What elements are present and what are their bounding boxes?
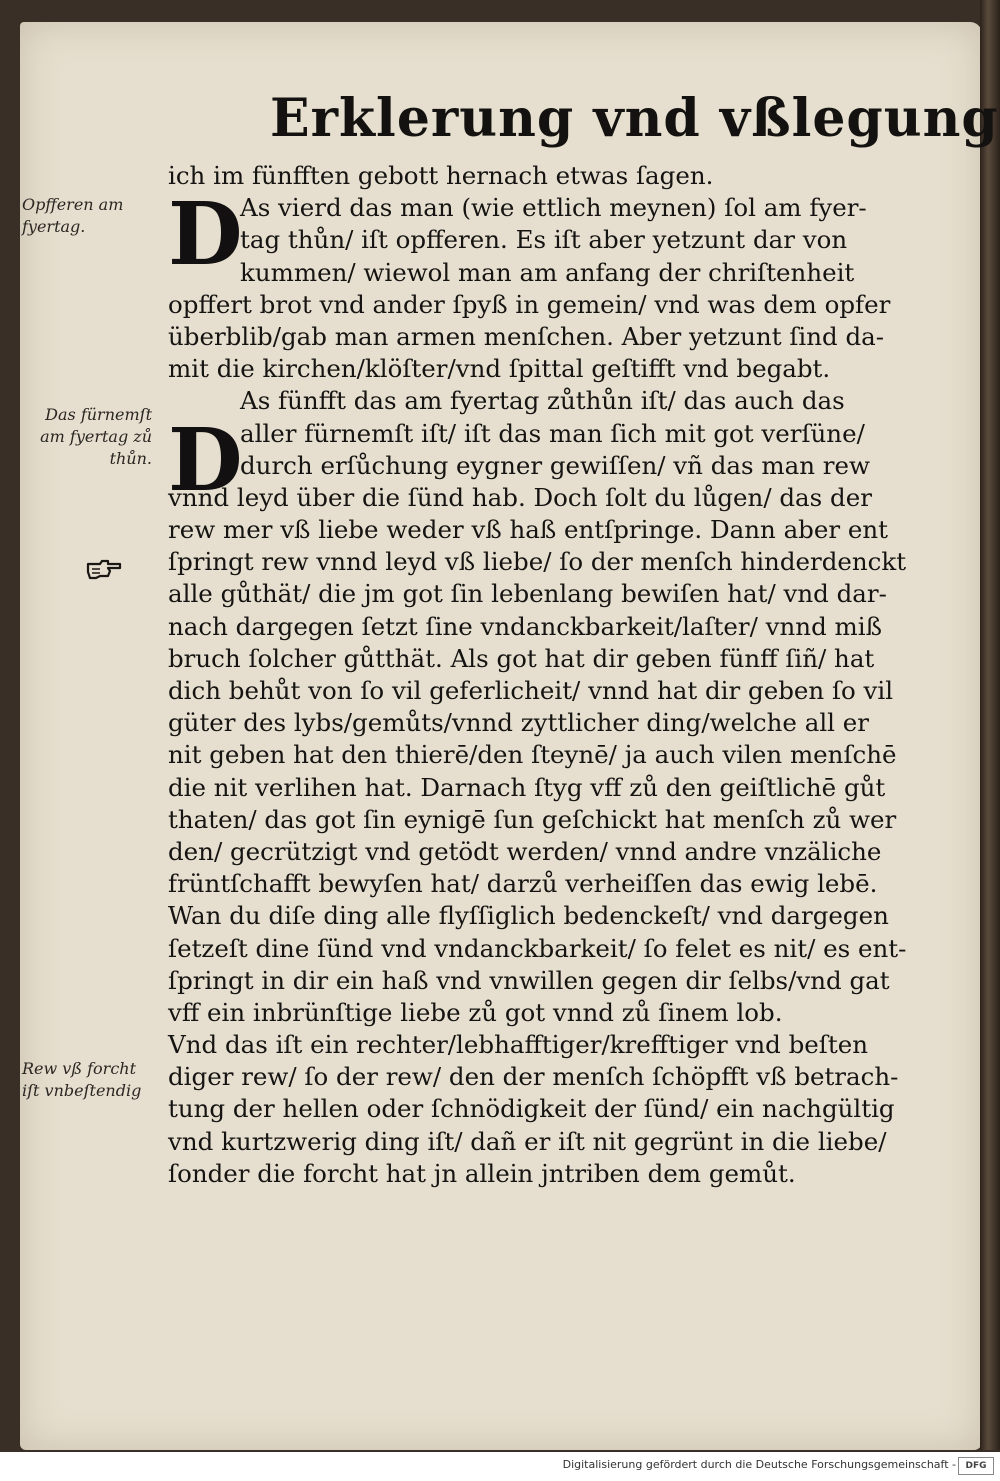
- margin-note-line: Rew vß forcht: [22, 1059, 137, 1078]
- text-line: nach dargegen ſetzt ſine vndanckbarkeit/laſter/ vnnd miß: [168, 611, 882, 641]
- text-line: thaten/ das got ſin eynigē ſun geſchickt hat menſch zů wer: [168, 804, 897, 834]
- text-line: Vnd das iſt ein rechter/lebhafftiger/krefftiger vnd beſten: [168, 1030, 868, 1060]
- margin-note-line: am fyertag zů: [40, 427, 152, 446]
- text-line: Wan du diſe ding alle flyſſiglich bedenckeſt/ vnd dargegen: [168, 901, 889, 931]
- running-header: Erklerung vnd vßlegung: [270, 88, 999, 149]
- margin-note-line: iſt vnbeſtendig: [22, 1081, 142, 1100]
- margin-note-line: Das fürnemſt: [45, 405, 152, 424]
- text-line: den/ gecrützigt vnd getödt werden/ vnnd andre vnzäliche: [168, 836, 882, 866]
- text-line: überblib/gab man armen menſchen. Aber yetzunt ſind da-: [168, 321, 885, 351]
- text-line: rew mer vß liebe weder vß haß entſpringe. Dann aber ent: [168, 515, 888, 545]
- text-line: ſonder die forcht hat jn allein jntriben dem gemůt.: [168, 1158, 796, 1188]
- text-line: ſetzeſt dine ſünd vnd vndanckbarkeit/ ſo felet es nit/ es ent-: [168, 933, 907, 963]
- text-line: As vierd das man (wie ettlich meynen) ſol am fyer-: [240, 193, 867, 223]
- margin-note-offering: [22, 194, 123, 238]
- text-line: durch erſůchung eygner gewiſſen/ vñ das man rew: [240, 450, 870, 480]
- text-line: alle gůthät/ die jm got ſin lebenlang bewiſen hat/ vnd dar-: [168, 579, 887, 609]
- text-line: tung der hellen oder ſchnödigkeit der ſünd/ ein nachgültig: [168, 1094, 895, 1124]
- text-line: opffert brot vnd ander ſpyß in gemein/ vnd was dem opfer: [168, 289, 891, 319]
- text-line: aller fürnemſt iſt/ iſt das man ſich mit got verſüne/: [240, 418, 865, 448]
- dfg-logo: DFG: [958, 1457, 994, 1475]
- text-line: bruch ſolcher gůtthät. Als got hat dir geben fünff ſiñ/ hat: [168, 643, 875, 673]
- text-line: diger rew/ ſo der rew/ den der menſch ſchöpfft vß betrach-: [168, 1062, 899, 1092]
- text-line: mit die kirchen/klöſter/vnd ſpittal geſtifft vnd begabt.: [168, 354, 831, 384]
- footer-bar: [0, 1452, 1000, 1481]
- margin-note-repentance: [22, 1058, 141, 1102]
- margin-note-line: fyertag.: [22, 217, 86, 236]
- text-line: die nit verlihen hat. Darnach ſtyg vff zů den geiſtlichē gůt: [168, 772, 886, 802]
- drop-cap-initial: D: [168, 410, 243, 511]
- text-line: kummen/ wiewol man am anfang der chriſtenheit: [240, 257, 855, 287]
- book-edge: [980, 0, 1000, 1450]
- body-text: [168, 160, 948, 1190]
- footer-credit: Digitalisierung gefördert durch die Deutsche Forschungsgemeinschaft -: [562, 1458, 956, 1471]
- margin-note-line: Opfferen am: [22, 195, 124, 214]
- text-line: vnnd leyd über die ſünd hab. Doch ſolt du lůgen/ das der: [168, 482, 872, 512]
- text-line: güter des lybs/gemůts/vnnd zyttlicher ding/welche all er: [168, 708, 869, 738]
- text-line: tag thůn/ iſt opfferen. Es iſt aber yetzunt dar von: [240, 225, 848, 255]
- text-line: ich im fünfften gebott hernach etwas ſagen.: [168, 161, 714, 190]
- text-line: früntſchafft bewyſen hat/ darzů verheiſſen das ewig lebē.: [168, 869, 878, 899]
- pointing-hand-icon: [86, 556, 122, 582]
- margin-note-line: thůn.: [109, 449, 152, 468]
- text-line: As fünfft das am fyertag zůthůn iſt/ das auch das: [240, 386, 845, 416]
- drop-cap-initial: D: [168, 184, 243, 285]
- text-line: ſpringt rew vnnd leyd vß liebe/ ſo der menſch hinderdenckt: [168, 547, 907, 577]
- text-line: vnd kurtzwerig ding iſt/ dañ er iſt nit gegrünt in die liebe/: [168, 1126, 887, 1156]
- text-line: ſpringt in dir ein haß vnd vnwillen gegen dir ſelbs/vnd gat: [168, 965, 890, 995]
- margin-note-foremost: [22, 404, 152, 470]
- text-line: vff ein inbrünſtige liebe zů got vnnd zů ſinem lob.: [168, 997, 783, 1027]
- text-line: dich behůt von ſo vil geferlicheit/ vnnd hat dir geben ſo vil: [168, 676, 894, 705]
- text-line: nit geben hat den thierē/den ſteynē/ ja auch vilen menſchē: [168, 740, 897, 770]
